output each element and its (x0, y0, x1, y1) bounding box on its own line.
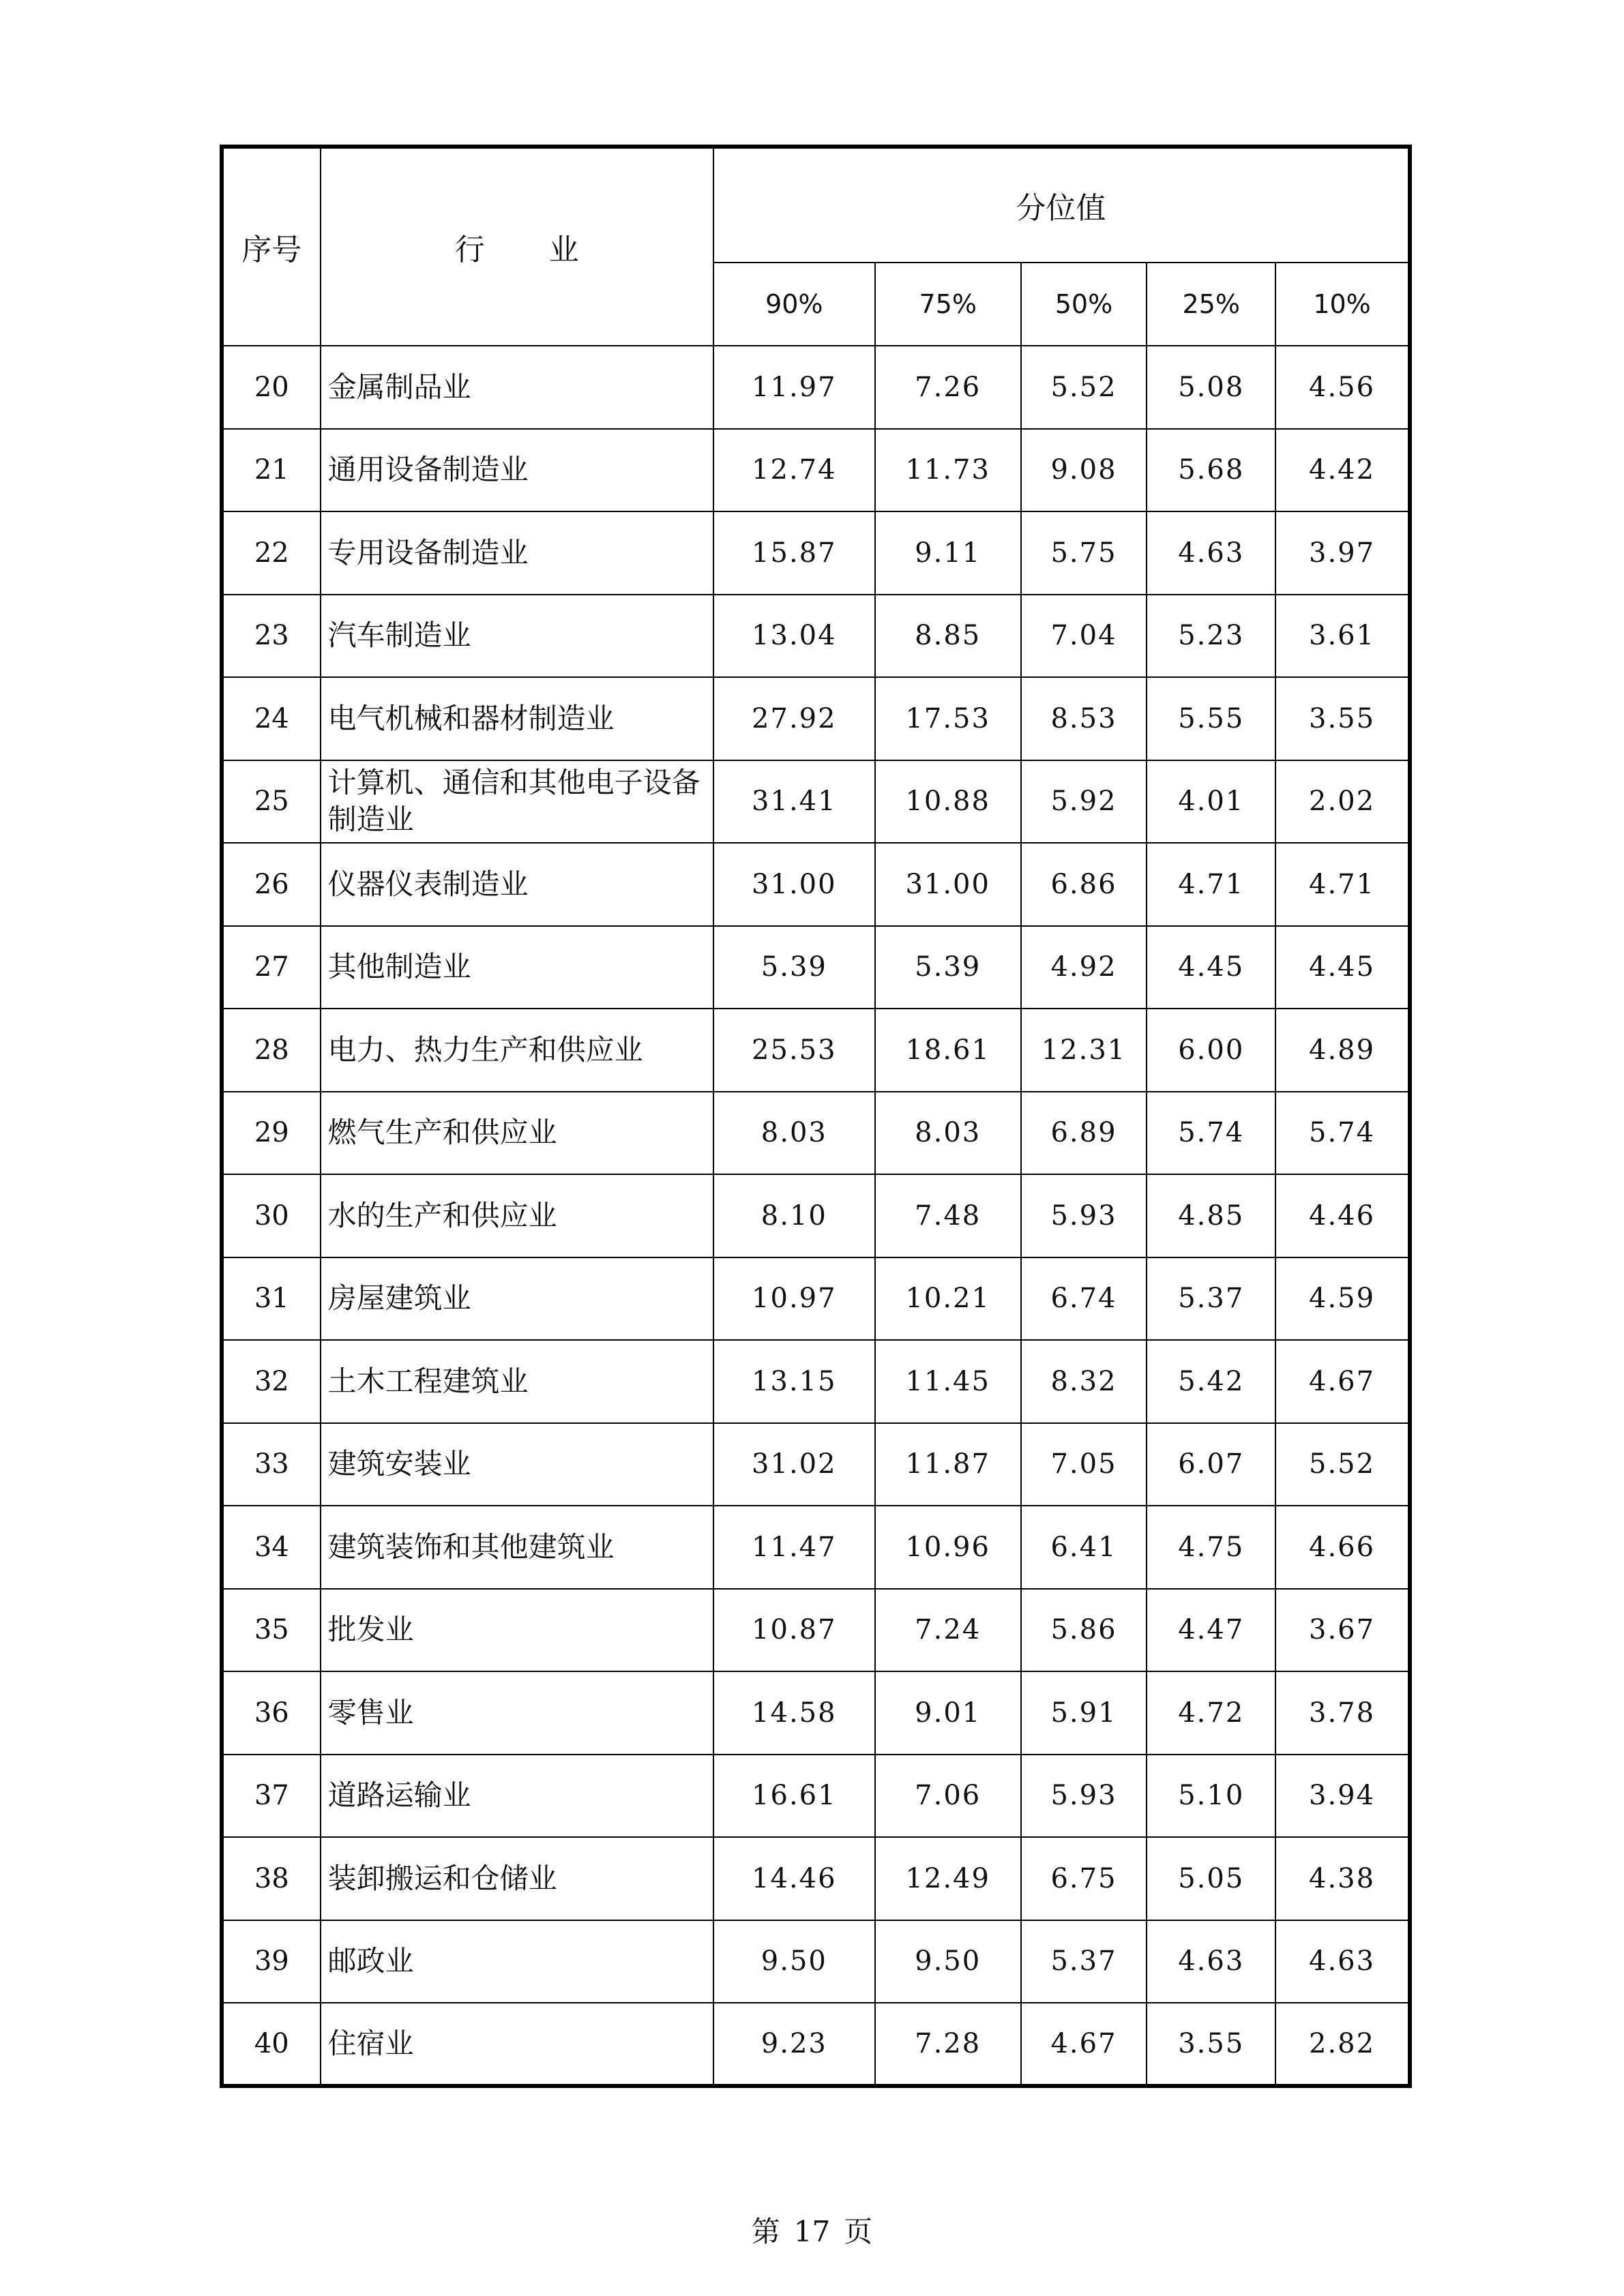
value-p90: 9.50 (713, 1920, 875, 2003)
table-row (222, 595, 1410, 678)
value-p75: 10.21 (875, 1257, 1021, 1341)
table-row (222, 677, 1410, 760)
value-p25: 5.37 (1147, 1257, 1275, 1341)
value-p90: 27.92 (713, 677, 875, 760)
table-row (222, 429, 1410, 512)
value-p90: 13.04 (713, 595, 875, 678)
value-p25: 5.68 (1147, 429, 1275, 512)
value-p50: 7.04 (1021, 595, 1147, 678)
row-seq: 34 (222, 1506, 321, 1589)
value-p10: 4.59 (1275, 1257, 1410, 1341)
table-row (222, 1506, 1410, 1589)
value-p75: 9.50 (875, 1920, 1021, 2003)
value-p25: 5.42 (1147, 1340, 1275, 1423)
row-seq: 27 (222, 926, 321, 1009)
value-p75: 11.73 (875, 429, 1021, 512)
value-p50: 4.67 (1021, 2003, 1147, 2086)
table-row (222, 2003, 1410, 2086)
value-p10: 4.71 (1275, 843, 1410, 926)
row-seq: 30 (222, 1174, 321, 1257)
row-seq: 22 (222, 511, 321, 595)
row-seq: 23 (222, 595, 321, 678)
row-industry: 通用设备制造业 (321, 429, 713, 512)
header-percentile-group: 分位值 (713, 147, 1410, 263)
value-p10: 2.82 (1275, 2003, 1410, 2086)
row-seq: 26 (222, 843, 321, 926)
value-p10: 3.61 (1275, 595, 1410, 678)
value-p50: 5.86 (1021, 1589, 1147, 1672)
table-row (222, 1837, 1410, 1920)
value-p75: 7.26 (875, 346, 1021, 429)
table-body (222, 346, 1410, 2086)
row-seq: 28 (222, 1009, 321, 1092)
row-industry: 水的生产和供应业 (321, 1174, 713, 1257)
row-industry: 批发业 (321, 1589, 713, 1672)
row-industry: 住宿业 (321, 2003, 713, 2086)
value-p25: 5.08 (1147, 346, 1275, 429)
value-p90: 31.41 (713, 760, 875, 844)
value-p25: 4.63 (1147, 511, 1275, 595)
value-p25: 5.23 (1147, 595, 1275, 678)
header-p75: 75% (875, 263, 1021, 346)
value-p10: 4.67 (1275, 1340, 1410, 1423)
value-p75: 9.01 (875, 1671, 1021, 1755)
value-p10: 4.45 (1275, 926, 1410, 1009)
value-p50: 5.93 (1021, 1174, 1147, 1257)
header-p90: 90% (713, 263, 875, 346)
value-p25: 3.55 (1147, 2003, 1275, 2086)
value-p50: 5.52 (1021, 346, 1147, 429)
row-seq: 31 (222, 1257, 321, 1341)
row-industry: 零售业 (321, 1671, 713, 1755)
value-p10: 4.63 (1275, 1920, 1410, 2003)
value-p75: 8.85 (875, 595, 1021, 678)
value-p25: 4.45 (1147, 926, 1275, 1009)
row-industry: 装卸搬运和仓储业 (321, 1837, 713, 1920)
value-p75: 7.24 (875, 1589, 1021, 1672)
table-row (222, 1423, 1410, 1506)
value-p50: 5.37 (1021, 1920, 1147, 2003)
value-p50: 8.32 (1021, 1340, 1147, 1423)
row-industry: 其他制造业 (321, 926, 713, 1009)
row-industry: 建筑装饰和其他建筑业 (321, 1506, 713, 1589)
percentile-table (220, 145, 1412, 2088)
table-row (222, 1092, 1410, 1175)
table-row (222, 1174, 1410, 1257)
row-seq: 36 (222, 1671, 321, 1755)
table-row (222, 760, 1410, 844)
value-p50: 5.93 (1021, 1755, 1147, 1838)
value-p10: 3.97 (1275, 511, 1410, 595)
value-p75: 11.87 (875, 1423, 1021, 1506)
row-industry: 专用设备制造业 (321, 511, 713, 595)
value-p10: 4.46 (1275, 1174, 1410, 1257)
value-p25: 4.63 (1147, 1920, 1275, 2003)
row-seq: 38 (222, 1837, 321, 1920)
value-p50: 5.91 (1021, 1671, 1147, 1755)
value-p25: 5.05 (1147, 1837, 1275, 1920)
table-row (222, 1257, 1410, 1341)
row-seq: 21 (222, 429, 321, 512)
value-p75: 11.45 (875, 1340, 1021, 1423)
value-p75: 31.00 (875, 843, 1021, 926)
value-p90: 14.46 (713, 1837, 875, 1920)
row-industry: 电气机械和器材制造业 (321, 677, 713, 760)
value-p25: 6.07 (1147, 1423, 1275, 1506)
row-seq: 40 (222, 2003, 321, 2086)
value-p75: 12.49 (875, 1837, 1021, 1920)
value-p75: 18.61 (875, 1009, 1021, 1092)
value-p25: 4.47 (1147, 1589, 1275, 1672)
value-p75: 5.39 (875, 926, 1021, 1009)
row-seq: 35 (222, 1589, 321, 1672)
value-p10: 3.78 (1275, 1671, 1410, 1755)
value-p10: 4.56 (1275, 346, 1410, 429)
value-p10: 5.74 (1275, 1092, 1410, 1175)
value-p75: 10.96 (875, 1506, 1021, 1589)
value-p10: 4.66 (1275, 1506, 1410, 1589)
value-p50: 6.74 (1021, 1257, 1147, 1341)
value-p50: 12.31 (1021, 1009, 1147, 1092)
value-p50: 6.86 (1021, 843, 1147, 926)
value-p25: 4.72 (1147, 1671, 1275, 1755)
value-p75: 10.88 (875, 760, 1021, 844)
row-industry: 燃气生产和供应业 (321, 1092, 713, 1175)
value-p10: 3.55 (1275, 677, 1410, 760)
value-p90: 10.97 (713, 1257, 875, 1341)
value-p10: 3.94 (1275, 1755, 1410, 1838)
value-p10: 3.67 (1275, 1589, 1410, 1672)
footer-suffix: 页 (844, 2215, 873, 2248)
value-p10: 5.52 (1275, 1423, 1410, 1506)
value-p25: 4.75 (1147, 1506, 1275, 1589)
row-seq: 39 (222, 1920, 321, 2003)
value-p10: 4.89 (1275, 1009, 1410, 1092)
header-industry: 行 业 (321, 147, 713, 346)
value-p50: 5.92 (1021, 760, 1147, 844)
row-seq: 25 (222, 760, 321, 844)
value-p90: 11.97 (713, 346, 875, 429)
value-p25: 5.10 (1147, 1755, 1275, 1838)
value-p75: 8.03 (875, 1092, 1021, 1175)
row-industry: 邮政业 (321, 1920, 713, 2003)
value-p25: 6.00 (1147, 1009, 1275, 1092)
value-p50: 8.53 (1021, 677, 1147, 760)
header-p25: 25% (1147, 263, 1275, 346)
row-seq: 29 (222, 1092, 321, 1175)
value-p25: 5.55 (1147, 677, 1275, 760)
value-p90: 14.58 (713, 1671, 875, 1755)
value-p50: 5.75 (1021, 511, 1147, 595)
row-industry: 建筑安装业 (321, 1423, 713, 1506)
table-row (222, 346, 1410, 429)
table-row (222, 511, 1410, 595)
value-p25: 4.85 (1147, 1174, 1275, 1257)
value-p90: 25.53 (713, 1009, 875, 1092)
table-row (222, 1009, 1410, 1092)
row-seq: 37 (222, 1755, 321, 1838)
row-industry: 道路运输业 (321, 1755, 713, 1838)
row-industry: 房屋建筑业 (321, 1257, 713, 1341)
footer-prefix: 第 (751, 2215, 780, 2248)
row-seq: 24 (222, 677, 321, 760)
value-p75: 9.11 (875, 511, 1021, 595)
page-number: 17 (793, 2215, 831, 2248)
header-p10: 10% (1275, 263, 1410, 346)
row-seq: 33 (222, 1423, 321, 1506)
row-seq: 20 (222, 346, 321, 429)
value-p75: 17.53 (875, 677, 1021, 760)
row-industry: 计算机、通信和其他电子设备制造业 (321, 760, 713, 844)
value-p50: 6.75 (1021, 1837, 1147, 1920)
value-p90: 31.02 (713, 1423, 875, 1506)
row-industry: 电力、热力生产和供应业 (321, 1009, 713, 1092)
table-row (222, 1340, 1410, 1423)
value-p50: 4.92 (1021, 926, 1147, 1009)
value-p75: 7.06 (875, 1755, 1021, 1838)
value-p25: 4.01 (1147, 760, 1275, 844)
value-p25: 5.74 (1147, 1092, 1275, 1175)
value-p75: 7.48 (875, 1174, 1021, 1257)
table-row (222, 1755, 1410, 1838)
row-industry: 仪器仪表制造业 (321, 843, 713, 926)
value-p75: 7.28 (875, 2003, 1021, 2086)
header-p50: 50% (1021, 263, 1147, 346)
page-footer (0, 2209, 1624, 2250)
value-p90: 11.47 (713, 1506, 875, 1589)
value-p90: 15.87 (713, 511, 875, 595)
value-p10: 4.38 (1275, 1837, 1410, 1920)
value-p90: 8.03 (713, 1092, 875, 1175)
header-seq: 序号 (222, 147, 321, 346)
value-p90: 12.74 (713, 429, 875, 512)
value-p90: 13.15 (713, 1340, 875, 1423)
table-row (222, 1920, 1410, 2003)
value-p90: 10.87 (713, 1589, 875, 1672)
value-p90: 16.61 (713, 1755, 875, 1838)
value-p90: 8.10 (713, 1174, 875, 1257)
value-p90: 5.39 (713, 926, 875, 1009)
value-p10: 4.42 (1275, 429, 1410, 512)
value-p50: 6.89 (1021, 1092, 1147, 1175)
value-p25: 4.71 (1147, 843, 1275, 926)
value-p50: 9.08 (1021, 429, 1147, 512)
value-p10: 2.02 (1275, 760, 1410, 844)
value-p50: 7.05 (1021, 1423, 1147, 1506)
table-row (222, 926, 1410, 1009)
row-seq: 32 (222, 1340, 321, 1423)
row-industry: 汽车制造业 (321, 595, 713, 678)
value-p90: 31.00 (713, 843, 875, 926)
value-p50: 6.41 (1021, 1506, 1147, 1589)
header-row (222, 147, 1410, 263)
table-row (222, 1589, 1410, 1672)
value-p90: 9.23 (713, 2003, 875, 2086)
row-industry: 土木工程建筑业 (321, 1340, 713, 1423)
row-industry: 金属制品业 (321, 346, 713, 429)
table-row (222, 843, 1410, 926)
table-row (222, 1671, 1410, 1755)
